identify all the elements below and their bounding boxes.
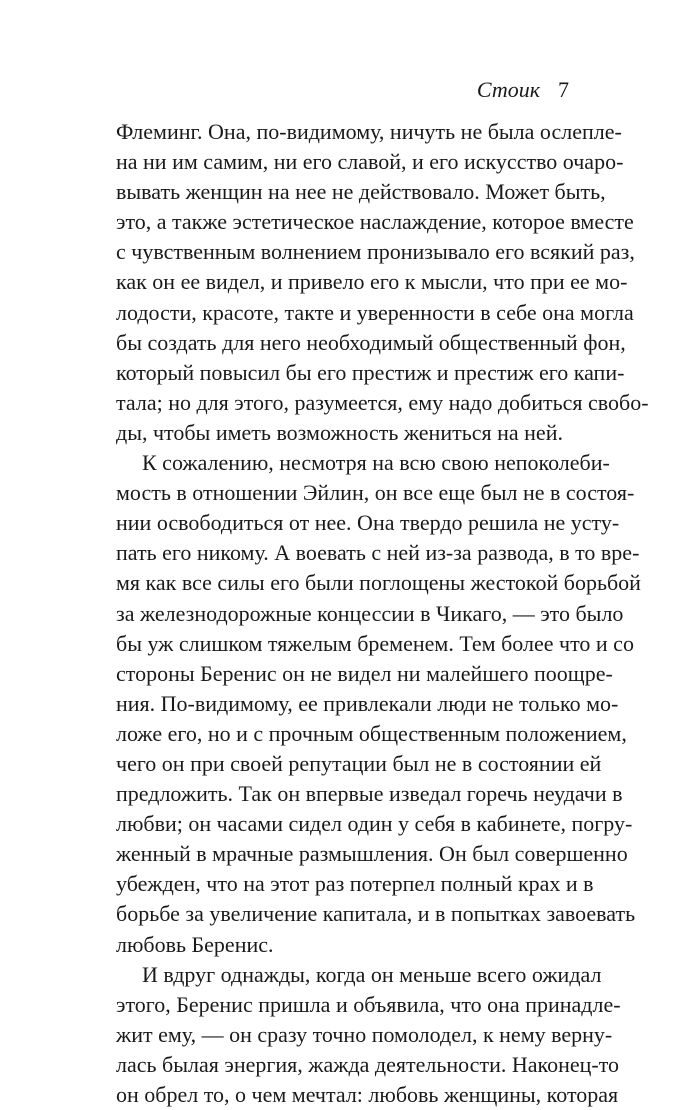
text-line: жит ему, — он сразу точно помолодел, к нему верну- bbox=[116, 1021, 613, 1047]
text-line: мость в отношении Эйлин, он все еще был не в состоя- bbox=[116, 480, 635, 506]
text-line: с чувственным волнением пронизывало его всякий раз, bbox=[116, 239, 635, 265]
text-line: ния. По-видимому, ее привлекали люди не только мо- bbox=[116, 690, 619, 716]
text-line: который повысил бы его престиж и престиж его капи- bbox=[116, 359, 625, 385]
text-line: Флеминг. Она, по-видимому, ничуть не была ослепле- bbox=[116, 119, 622, 144]
text-line: стороны Беренис он не видел ни малейшего поощре- bbox=[116, 660, 613, 686]
running-title: Стоик bbox=[476, 77, 540, 102]
text-line: И вдруг однажды, когда он меньше всего ожидал bbox=[142, 961, 602, 987]
text-line: он обрел то, о чем мечтал: любовь женщины, которая bbox=[116, 1082, 619, 1107]
page-number: 7 bbox=[558, 77, 569, 102]
text-line: женный в мрачные размышления. Он был совершенно bbox=[116, 841, 628, 867]
paragraph bbox=[116, 448, 641, 960]
text-line: тала; но для этого, разумеется, ему надо добиться свобо- bbox=[116, 389, 649, 415]
body-text bbox=[116, 117, 649, 1110]
text-line: на ни им самим, ни его славой, и его искусство очаро- bbox=[116, 149, 624, 175]
text-line: этого, Беренис пришла и объявила, что она принадле- bbox=[116, 991, 621, 1017]
text-line: любовь Беренис. bbox=[116, 931, 274, 957]
text-line: чего он при своей репутации был не в состоянии ей bbox=[116, 750, 602, 776]
text-line: предложить. Так он впервые изведал горечь неудачи в bbox=[116, 781, 623, 807]
text-line: К сожалению, несмотря на всю свою непоколеби- bbox=[142, 450, 610, 476]
text-line: любви; он часами сидел один у себя в кабинете, погру- bbox=[116, 811, 633, 837]
paragraph bbox=[116, 960, 621, 1110]
text-line: нии освободиться от нее. Она твердо решила не усту- bbox=[116, 510, 620, 536]
text-line: за железнодорожные концессии в Чикаго, — это было bbox=[116, 600, 624, 626]
text-line: это, а также эстетическое наслаждение, которое вместе bbox=[116, 209, 634, 235]
text-line: бы создать для него необходимый общественный фон, bbox=[116, 329, 626, 355]
text-line: бы уж слишком тяжелым бременем. Тем более что и со bbox=[116, 630, 634, 656]
paragraph bbox=[116, 117, 649, 448]
text-line: ды, чтобы иметь возможность жениться на ней. bbox=[116, 419, 563, 445]
text-line: лась былая энергия, жажда деятельности. Наконец-то bbox=[116, 1051, 620, 1077]
text-line: лодости, красоте, такте и уверенности в себе она могла bbox=[116, 299, 634, 325]
text-line: мя как все силы его были поглощены жестокой борьбой bbox=[116, 570, 641, 596]
text-line: убежден, что на этот раз потерпел полный крах и в bbox=[116, 871, 594, 897]
running-header bbox=[477, 76, 569, 104]
text-line: борьбе за увеличение капитала, и в попытках завоевать bbox=[116, 901, 636, 927]
text-line: вывать женщин на нее не действовало. Может быть, bbox=[116, 179, 606, 205]
text-line: ложе его, но и с прочным общественным положением, bbox=[116, 720, 627, 746]
text-line: как он ее видел, и привело его к мысли, что при ее мо- bbox=[116, 269, 628, 295]
text-line: пать его никому. А воевать с ней из-за развода, в то вре- bbox=[116, 540, 640, 566]
